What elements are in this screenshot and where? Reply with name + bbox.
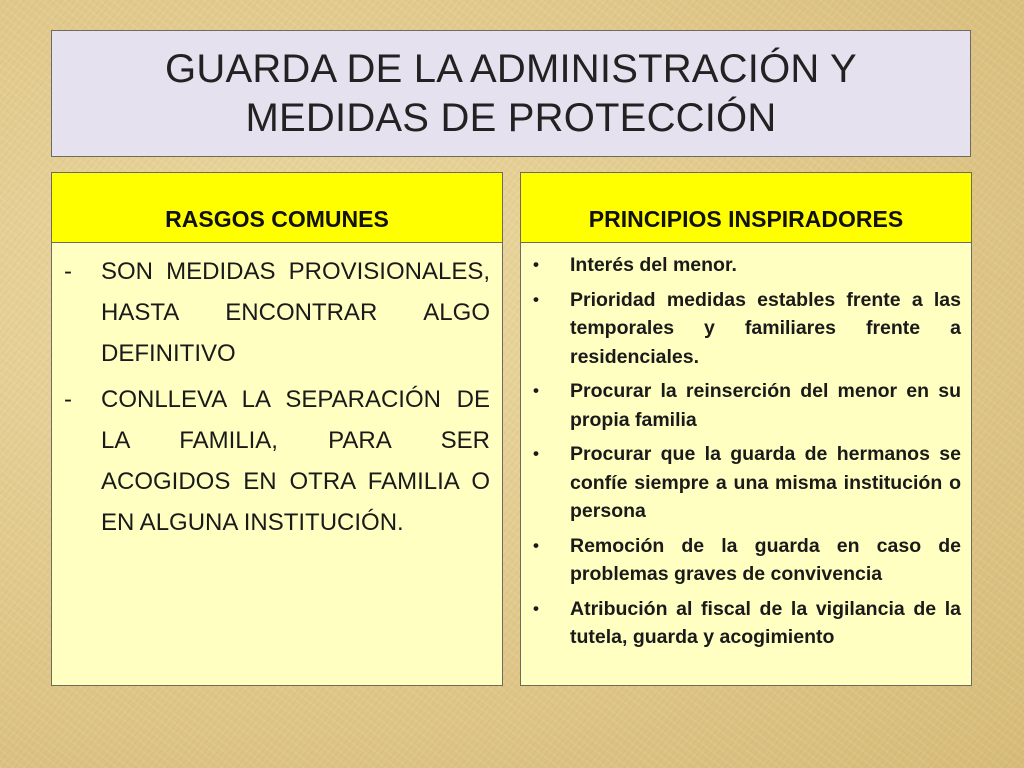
bullet-icon: • — [533, 381, 539, 400]
list-item — [64, 379, 490, 543]
list-item — [533, 440, 961, 526]
list-item-text: SON MEDIDAS PROVISIONALES, HASTA ENCONTRAR ALGO DEFINITIVO — [101, 258, 490, 367]
list-item — [533, 251, 961, 280]
list-item-text: Remoción de la guarda en caso de problemas graves de convivencia — [570, 534, 961, 585]
bullet-icon: • — [533, 289, 539, 309]
list-item — [533, 532, 961, 589]
bullet-icon: • — [533, 598, 539, 618]
rasgos-comunes-header-label: RASGOS COMUNES — [165, 206, 389, 232]
principios-inspiradores-header — [520, 172, 972, 243]
list-item — [533, 286, 961, 372]
list-item — [64, 251, 490, 374]
bullet-icon: • — [533, 255, 539, 274]
rasgos-comunes-header — [51, 172, 503, 243]
list-item-text: Prioridad medidas estables frente a las temporales y familiares frente a residenciales. — [570, 288, 961, 368]
rasgos-comunes-list — [64, 251, 490, 543]
list-item-text: CONLLEVA LA SEPARACIÓN DE LA FAMILIA, PARA SER ACOGIDOS EN OTRA FAMILIA O EN ALGUNA INSTITUCIÓN. — [101, 386, 490, 536]
list-item-text: Interés del menor. — [570, 254, 737, 276]
bullet-icon: • — [533, 535, 539, 555]
rasgos-comunes-panel — [51, 242, 503, 686]
list-item — [533, 595, 961, 652]
dash-marker: - — [64, 386, 72, 413]
dash-marker: - — [64, 258, 72, 285]
principios-inspiradores-list — [533, 251, 961, 652]
list-item-text: Procurar la reinserción del menor en su propia familia — [570, 380, 961, 431]
bullet-icon: • — [533, 444, 539, 463]
list-item-text: Atribución al fiscal de la vigilancia de la tutela, guarda y acogimiento — [570, 597, 961, 648]
principios-inspiradores-panel — [520, 242, 972, 686]
slide-title-box — [51, 30, 971, 157]
slide-title: GUARDA DE LA ADMINISTRACIÓN Y MEDIDAS DE PROTECCIÓN — [165, 46, 857, 140]
list-item — [533, 377, 961, 434]
principios-inspiradores-header-label: PRINCIPIOS INSPIRADORES — [588, 206, 904, 232]
list-item-text: Procurar que la guarda de hermanos se confíe siempre a una misma institución o persona — [570, 443, 961, 522]
